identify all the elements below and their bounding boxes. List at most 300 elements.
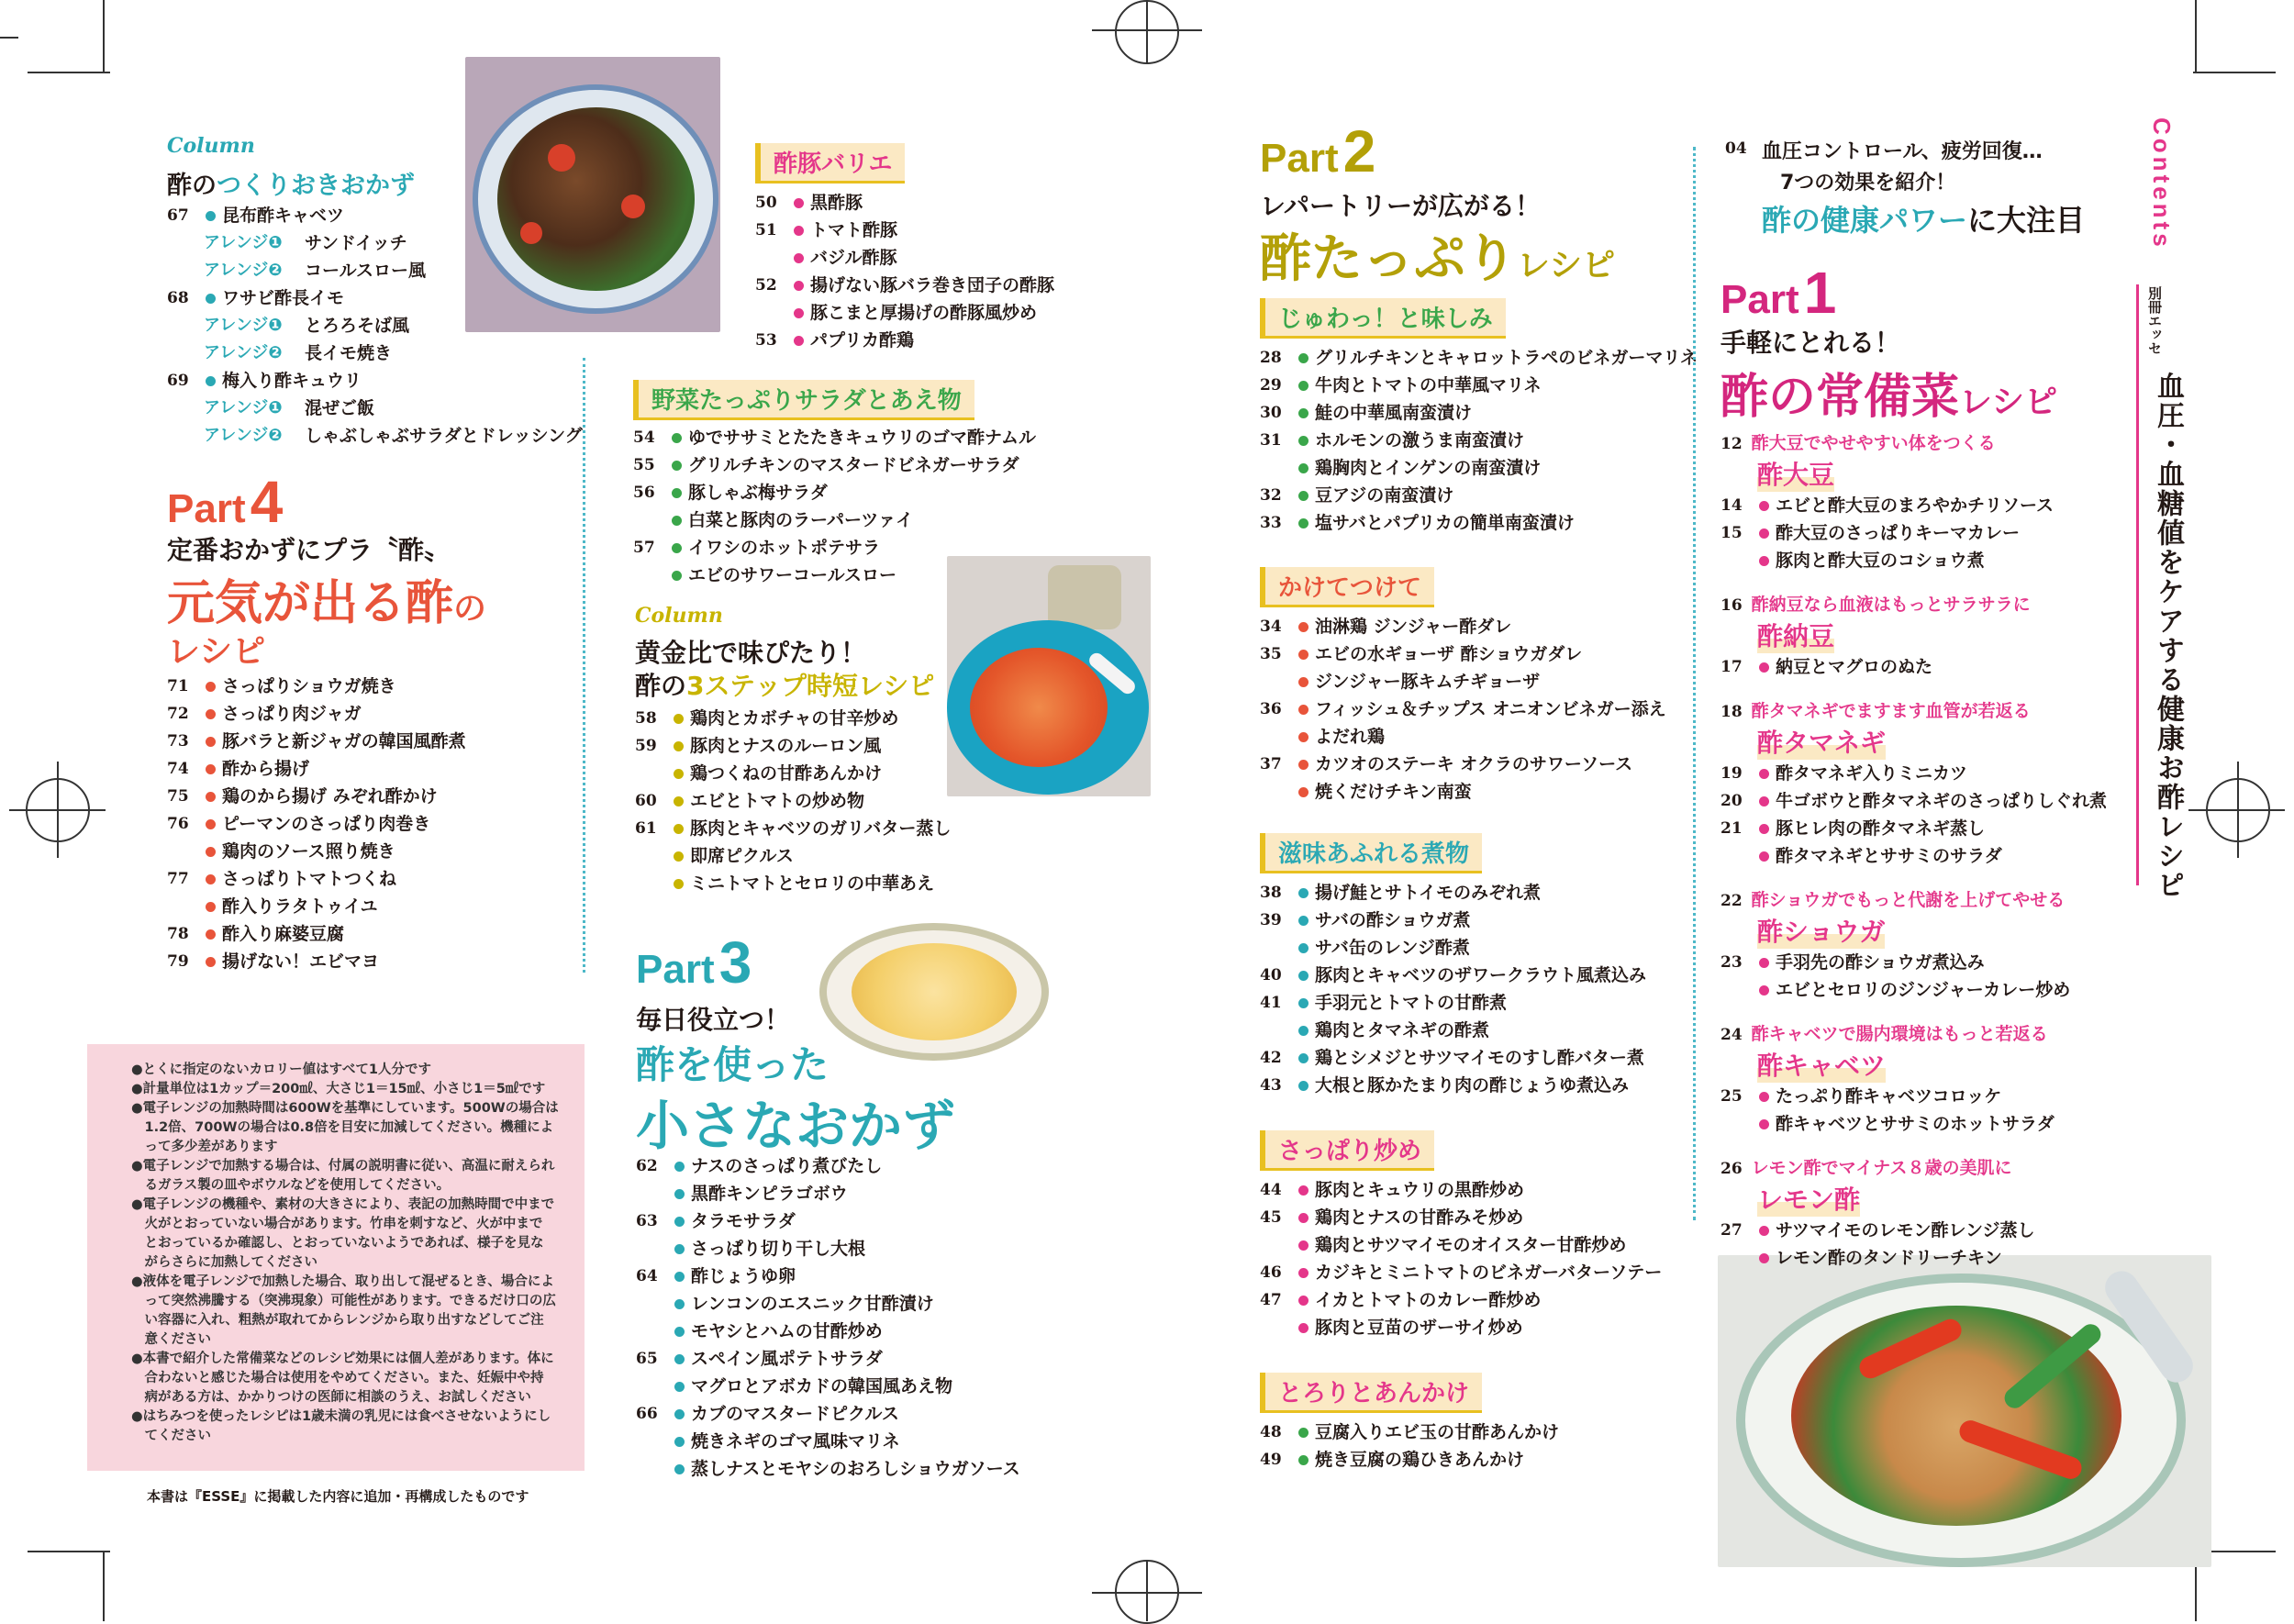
group-lead bbox=[1720, 1154, 2012, 1179]
item-text: 焼きネギのゴマ風味マリネ bbox=[691, 1431, 900, 1452]
part3-title2: 小さなおかず bbox=[636, 1095, 956, 1157]
list-item bbox=[1260, 1446, 1691, 1474]
item-text: フィッシュ＆チップス オニオンビネガー添え bbox=[1315, 699, 1666, 719]
bullet-dot bbox=[1298, 760, 1308, 770]
bullet-dot bbox=[1759, 501, 1769, 511]
list-item bbox=[636, 1455, 1113, 1483]
page-number: 20 bbox=[1720, 792, 1743, 810]
list-item bbox=[167, 395, 580, 422]
page-number: 42 bbox=[1260, 1049, 1282, 1067]
list-item bbox=[1260, 723, 1691, 751]
list-item bbox=[635, 787, 1030, 815]
list-item bbox=[1260, 1017, 1691, 1044]
bullet-dot bbox=[1759, 958, 1769, 968]
page-number: 61 bbox=[635, 819, 657, 838]
page-number: 53 bbox=[755, 331, 777, 350]
group-lead-text: 酢大豆でやせやすい体をつくる bbox=[1751, 433, 1996, 453]
group-lead bbox=[1720, 591, 2031, 616]
item-text: 鶏胸肉とインゲンの南蛮漬け bbox=[1315, 458, 1542, 478]
page-number: 59 bbox=[635, 737, 657, 755]
item-text: サバ缶のレンジ酢煮 bbox=[1315, 938, 1470, 958]
bullet-dot bbox=[674, 1437, 685, 1447]
list-item bbox=[1720, 1083, 2152, 1110]
item-text: よだれ鶏 bbox=[1315, 727, 1386, 747]
bullet-dot bbox=[1759, 1226, 1769, 1236]
list-item bbox=[1720, 1244, 2152, 1272]
credit-line: 本書は『ESSE』に掲載した内容に追加・再構成したものです bbox=[147, 1488, 529, 1505]
list-item bbox=[167, 312, 580, 339]
bullet-dot bbox=[1298, 622, 1308, 632]
item-text: 豚バラと新ジャガの韓国風酢煮 bbox=[222, 731, 466, 751]
list-item bbox=[1720, 976, 2152, 1004]
list-item bbox=[1260, 399, 1691, 427]
bullet-dot bbox=[206, 682, 216, 692]
intro-page: 04 bbox=[1725, 139, 1747, 158]
item-text: 鶏とシメジとサツマイモのすし酢バター煮 bbox=[1315, 1048, 1644, 1068]
item-text: 酢大豆のさっぱりキーマカレー bbox=[1776, 523, 2021, 543]
item-text: 酢タマネギとササミのサラダ bbox=[1776, 846, 2002, 866]
item-text: 揚げない豚バラ巻き団子の酢豚 bbox=[810, 275, 1055, 295]
note-line: ●電子レンジの機種や、素材の大きさにより、表記の加熱時間で中まで bbox=[131, 1197, 555, 1212]
juwa-heading: じゅわっ！と味しみ bbox=[1260, 298, 1506, 339]
bullet-dot bbox=[1759, 851, 1769, 862]
page-number: 18 bbox=[1720, 703, 1743, 721]
group-name: 酢大豆 bbox=[1757, 455, 1834, 492]
item-text: イカとトマトのカレー酢炒め bbox=[1315, 1290, 1542, 1310]
list-item bbox=[167, 422, 583, 450]
column-mid-label: Column bbox=[635, 604, 723, 628]
item-text: 昆布酢キャベツ bbox=[222, 206, 345, 226]
page-number: 64 bbox=[636, 1267, 658, 1285]
bullet-dot bbox=[206, 792, 216, 802]
item-text: グリルチキンのマスタードビネガーサラダ bbox=[688, 455, 1019, 475]
group-lead-text: 酢タマネギでますます血管が若返る bbox=[1751, 701, 2031, 721]
list-item bbox=[167, 838, 589, 865]
item-text: 手羽元とトマトの甘酢煮 bbox=[1315, 993, 1508, 1013]
list-item bbox=[633, 479, 1147, 506]
bullet-dot bbox=[674, 1299, 685, 1309]
item-text: エビとセロリのジンジャーカレー炒め bbox=[1776, 980, 2071, 1000]
arrange-label: アレンジ❷ bbox=[204, 343, 283, 362]
list-item bbox=[1260, 1204, 1691, 1231]
notes-box bbox=[87, 1044, 585, 1471]
bullet-dot bbox=[674, 824, 684, 834]
part2-title-a: 酢たっぷり bbox=[1260, 229, 1517, 289]
page-number: 51 bbox=[755, 221, 777, 239]
item-text: 大根と豚かたまり肉の酢じょうゆ煮込み bbox=[1315, 1075, 1630, 1096]
part1-title-b: レシピ bbox=[1959, 384, 2058, 421]
page-number: 50 bbox=[755, 194, 777, 212]
bullet-dot bbox=[794, 226, 804, 236]
intro-title-a: 酢の健康パワー bbox=[1762, 203, 1968, 238]
list-item bbox=[167, 893, 589, 920]
bullet-dot bbox=[1298, 971, 1308, 981]
list-item bbox=[1260, 778, 1691, 806]
item-text: さっぱり肉ジャガ bbox=[222, 704, 362, 724]
list-item bbox=[167, 257, 580, 284]
item-text: 鶏肉とナスの甘酢みそ炒め bbox=[1315, 1207, 1524, 1228]
list-item bbox=[167, 920, 589, 948]
list-item bbox=[635, 732, 1030, 760]
bullet-dot bbox=[1298, 1323, 1308, 1333]
item-text: バジル酢豚 bbox=[810, 248, 897, 268]
bullet-dot bbox=[1298, 353, 1308, 363]
jimi-heading: 滋味あふれる煮物 bbox=[1260, 833, 1482, 873]
page-number: 22 bbox=[1720, 892, 1743, 910]
part2-heading bbox=[1260, 117, 1375, 185]
list-item bbox=[1260, 509, 1691, 537]
page-number: 15 bbox=[1720, 524, 1743, 542]
intro-line2: 7つの効果を紹介！ bbox=[1780, 172, 1956, 195]
side-bessatsu: 別冊エッセ bbox=[2146, 286, 2163, 355]
photo-stir-fry-plate bbox=[1718, 1255, 2211, 1567]
bullet-dot bbox=[672, 543, 682, 553]
page-number: 72 bbox=[167, 705, 189, 723]
item-text: モヤシとハムの甘酢炒め bbox=[691, 1321, 883, 1341]
note-line: 火がとおっていない場合があります。竹串を刺すなど、火が中まで bbox=[131, 1217, 543, 1231]
list-item bbox=[1260, 1044, 1691, 1072]
bullet-dot bbox=[1298, 518, 1308, 528]
page-number: 30 bbox=[1260, 404, 1282, 422]
page-number: 29 bbox=[1260, 376, 1282, 395]
item-text: コールスロー風 bbox=[305, 261, 427, 281]
page-number: 38 bbox=[1260, 884, 1282, 902]
list-item bbox=[1720, 760, 2152, 787]
list-item bbox=[167, 339, 580, 367]
bullet-dot bbox=[674, 741, 684, 751]
column-title-b: つくりおきおかず bbox=[217, 172, 415, 200]
item-text: 蒸しナスとモヤシのおろしショウガソース bbox=[691, 1459, 1020, 1479]
part4-subtitle: 定番おかずにプラ〝酢〟 bbox=[167, 535, 451, 565]
list-item bbox=[167, 202, 580, 229]
page-number: 47 bbox=[1260, 1291, 1282, 1309]
item-text: 豚ヒレ肉の酢タマネギ蒸し bbox=[1776, 818, 1986, 839]
item-text: 酢入り麻婆豆腐 bbox=[222, 924, 345, 944]
yasai-list bbox=[633, 424, 1147, 589]
part4-word: Part bbox=[167, 486, 246, 531]
list-item bbox=[167, 948, 589, 975]
item-text: スペイン風ポテトサラダ bbox=[691, 1349, 883, 1369]
bullet-dot bbox=[206, 957, 216, 967]
item-text: 手羽先の酢ショウガ煮込み bbox=[1776, 952, 1985, 973]
list-item bbox=[1720, 519, 2152, 547]
note-line: ●電子レンジで加熱する場合は、付属の説明書に従い、高温に耐えられ bbox=[131, 1159, 555, 1174]
bullet-dot bbox=[1298, 436, 1308, 446]
item-text: さっぱりトマトつくね bbox=[222, 869, 397, 889]
part1-title-a: 酢の常備菜 bbox=[1720, 370, 1960, 425]
list-item bbox=[1260, 1231, 1691, 1259]
group-list bbox=[1720, 1083, 2152, 1138]
item-text: 豚こまと厚揚げの酢豚風炒め bbox=[810, 303, 1038, 323]
bullet-dot bbox=[206, 211, 216, 221]
list-item bbox=[167, 367, 580, 395]
item-text: 酢から揚げ bbox=[222, 759, 310, 779]
note-line: ●計量単位は1カップ＝200㎖、大さじ1＝15㎖、小さじ1＝5㎖です bbox=[131, 1082, 546, 1096]
item-text: 即席ピクルス bbox=[690, 846, 794, 866]
item-text: ワサビ酢長イモ bbox=[222, 288, 345, 308]
page-number: 74 bbox=[167, 760, 189, 778]
page-number: 67 bbox=[167, 206, 189, 225]
item-text: 酢じょうゆ卵 bbox=[691, 1266, 796, 1286]
part3-title1: 酢を使った bbox=[636, 1042, 830, 1087]
list-item bbox=[1260, 695, 1691, 723]
list-item bbox=[635, 870, 1030, 897]
item-text: エビのサワーコールスロー bbox=[688, 565, 897, 585]
item-text: ナスのさっぱり煮びたし bbox=[691, 1156, 883, 1176]
page-number: 32 bbox=[1260, 486, 1282, 505]
item-text: 酢入りラタトゥイユ bbox=[222, 896, 378, 917]
note-line: るガラス製の皿やボウルなどを使用してください。 bbox=[131, 1178, 451, 1193]
list-item bbox=[755, 299, 1141, 327]
page-number: 58 bbox=[635, 709, 657, 728]
list-item bbox=[1720, 547, 2152, 574]
item-text: ホルモンの激うま南蛮漬け bbox=[1315, 430, 1525, 450]
arrange-label: アレンジ❶ bbox=[204, 316, 283, 335]
item-text: たっぷり酢キャベツコロッケ bbox=[1776, 1086, 2002, 1107]
part2-title-b: レシピ bbox=[1517, 247, 1616, 284]
list-item bbox=[1260, 934, 1691, 962]
bullet-dot bbox=[1759, 1253, 1769, 1263]
list-item bbox=[167, 284, 580, 312]
note-line: って多少差があります bbox=[131, 1140, 278, 1154]
item-text: ミニトマトとセロリの中華あえ bbox=[690, 873, 935, 894]
page-number: 63 bbox=[636, 1212, 658, 1230]
list-item bbox=[636, 1373, 1113, 1400]
page-number: 54 bbox=[633, 428, 655, 447]
bullet-dot bbox=[674, 1162, 685, 1172]
list-item bbox=[1260, 668, 1691, 695]
page-number: 24 bbox=[1720, 1026, 1743, 1044]
part4-title-a: 元気が出る酢 bbox=[167, 576, 454, 631]
column-mid-title2-b: 3ステップ時短レシピ bbox=[686, 671, 935, 701]
part1-number: 1 bbox=[1803, 260, 1837, 326]
bullet-dot bbox=[674, 1382, 685, 1392]
list-item bbox=[636, 1318, 1113, 1345]
item-text: 鶏肉のソース照り焼き bbox=[222, 841, 395, 862]
bullet-dot bbox=[206, 764, 216, 774]
group-list bbox=[1720, 949, 2152, 1004]
bullet-dot bbox=[1759, 824, 1769, 834]
item-text: サツマイモのレモン酢レンジ蒸し bbox=[1776, 1220, 2035, 1240]
page-number: 43 bbox=[1260, 1076, 1282, 1095]
bullet-dot bbox=[206, 874, 216, 884]
page-number: 79 bbox=[167, 952, 189, 971]
page-number: 57 bbox=[633, 539, 655, 557]
bullet-dot bbox=[1298, 677, 1308, 687]
item-text: しゃぶしゃぶサラダとドレッシング bbox=[305, 426, 583, 446]
part2-number: 2 bbox=[1342, 118, 1376, 184]
arrange-label: アレンジ❶ bbox=[204, 233, 283, 252]
list-item bbox=[1260, 640, 1691, 668]
bullet-dot bbox=[794, 336, 804, 346]
item-text: 黒酢キンピラゴボウ bbox=[691, 1184, 848, 1204]
item-text: 鶏つくねの甘酢あんかけ bbox=[690, 763, 883, 784]
list-item bbox=[1260, 1072, 1691, 1099]
page-number: 37 bbox=[1260, 755, 1282, 773]
bullet-dot bbox=[1298, 491, 1308, 501]
item-text: 鶏肉とサツマイモのオイスター甘酢炒め bbox=[1315, 1235, 1627, 1255]
list-item bbox=[755, 272, 1141, 299]
page-number: 44 bbox=[1260, 1181, 1282, 1199]
group-list bbox=[1720, 1217, 2152, 1272]
bullet-dot bbox=[206, 819, 216, 829]
group-lead bbox=[1720, 429, 1996, 454]
page-number: 45 bbox=[1260, 1208, 1282, 1227]
bullet-dot bbox=[1298, 381, 1308, 391]
page-number: 77 bbox=[167, 870, 189, 888]
item-text: 揚げない！エビマヨ bbox=[222, 951, 380, 972]
divider-right bbox=[1693, 147, 1696, 1220]
item-text: 混ぜご飯 bbox=[305, 398, 375, 418]
list-item bbox=[633, 506, 1147, 534]
bullet-dot bbox=[674, 796, 684, 806]
bullet-dot bbox=[1759, 1119, 1769, 1129]
part4-title-c: レシピ bbox=[167, 633, 266, 671]
page-number: 31 bbox=[1260, 431, 1282, 450]
list-item bbox=[1260, 372, 1691, 399]
list-item bbox=[167, 810, 589, 838]
bullet-dot bbox=[206, 294, 216, 304]
item-text: とろろそば風 bbox=[305, 316, 410, 336]
part3-word: Part bbox=[636, 947, 715, 992]
list-item bbox=[633, 424, 1147, 451]
page-number: 28 bbox=[1260, 349, 1282, 367]
bullet-dot bbox=[674, 769, 684, 779]
bullet-dot bbox=[674, 1217, 685, 1227]
list-item bbox=[636, 1345, 1113, 1373]
list-item bbox=[636, 1180, 1113, 1207]
list-item bbox=[755, 327, 1141, 354]
item-text: カジキとミニトマトのビネガーバターソテー bbox=[1315, 1262, 1663, 1283]
bullet-dot bbox=[206, 929, 216, 940]
item-text: 豚肉とキャベツのガリバター蒸し bbox=[690, 818, 952, 839]
bullet-dot bbox=[794, 198, 804, 208]
list-item bbox=[636, 1207, 1113, 1235]
list-item bbox=[1260, 454, 1691, 482]
item-text: グリルチキンとキャロットラペのビネガーマリネ bbox=[1315, 348, 1698, 368]
torori-heading: とろりとあんかけ bbox=[1260, 1373, 1482, 1413]
list-item bbox=[1260, 344, 1698, 372]
bullet-dot bbox=[794, 253, 804, 263]
note-line: ●とくに指定のないカロリー値はすべて1人分です bbox=[131, 1062, 431, 1077]
item-text: 豚肉と酢大豆のコショウ煮 bbox=[1776, 551, 1985, 571]
list-item bbox=[167, 755, 589, 783]
column-mid-title1: 黄金比で味ぴたり！ bbox=[635, 638, 867, 668]
sappari-heading: さっぱり炒め bbox=[1260, 1130, 1434, 1171]
item-text: カツオのステーキ オクラのサワーソース bbox=[1315, 754, 1633, 774]
bullet-dot bbox=[674, 1189, 685, 1199]
page-number: 26 bbox=[1720, 1160, 1743, 1178]
note-line: がらさらに加熱してください bbox=[131, 1255, 317, 1270]
list-item bbox=[1260, 613, 1691, 640]
divider-left bbox=[583, 358, 585, 973]
list-item bbox=[1260, 907, 1691, 934]
part4-heading bbox=[167, 468, 283, 536]
side-title-bar bbox=[2136, 284, 2139, 885]
bullet-dot bbox=[1759, 528, 1769, 539]
item-text: ジンジャー豚キムチギョーザ bbox=[1315, 672, 1541, 692]
page-number: 27 bbox=[1720, 1221, 1743, 1240]
bullet-dot bbox=[674, 1327, 685, 1337]
sappari-list bbox=[1260, 1176, 1691, 1341]
group-name: 酢タマネギ bbox=[1757, 723, 1886, 760]
kakete-list bbox=[1260, 613, 1691, 806]
page-number: 73 bbox=[167, 732, 189, 751]
item-text: 酢キャベツとササミのホットサラダ bbox=[1776, 1114, 2055, 1134]
bullet-dot bbox=[674, 1244, 685, 1254]
list-item bbox=[1720, 1217, 2152, 1244]
column-title-a: 酢の bbox=[167, 172, 217, 200]
bullet-dot bbox=[206, 709, 216, 719]
item-text: ピーマンのさっぱり肉巻き bbox=[222, 814, 431, 834]
page-number: 65 bbox=[636, 1350, 658, 1368]
item-text: さっぱりショウガ焼き bbox=[222, 676, 396, 696]
group-lead-text: レモン酢でマイナス８歳の美肌に bbox=[1751, 1158, 2012, 1178]
column-mid-title2-a: 酢の bbox=[635, 671, 687, 701]
list-item bbox=[1260, 1176, 1691, 1204]
bullet-dot bbox=[674, 1272, 685, 1282]
list-item bbox=[636, 1400, 1113, 1428]
item-text: 豚肉と豆苗のザーサイ炒め bbox=[1315, 1318, 1523, 1338]
page-number: 78 bbox=[167, 925, 189, 943]
bullet-dot bbox=[674, 851, 684, 862]
bullet-dot bbox=[1298, 888, 1308, 898]
part2-title bbox=[1260, 218, 1615, 292]
part3-heading bbox=[636, 929, 752, 996]
item-text: レンコンのエスニック甘酢漬け bbox=[691, 1294, 934, 1314]
kakete-heading: かけてつけて bbox=[1260, 567, 1434, 607]
page-number: 56 bbox=[633, 484, 655, 502]
page-number: 69 bbox=[167, 372, 189, 390]
bullet-dot bbox=[1298, 1081, 1308, 1091]
arrange-label: アレンジ❶ bbox=[204, 398, 283, 417]
group-name: 酢ショウガ bbox=[1757, 912, 1885, 949]
part3-number: 3 bbox=[718, 929, 752, 996]
bullet-dot bbox=[1759, 556, 1769, 566]
page-number: 62 bbox=[636, 1157, 658, 1175]
page-number: 60 bbox=[635, 792, 657, 810]
item-text: 梅入り酢キュウリ bbox=[222, 371, 362, 391]
list-item bbox=[1260, 427, 1691, 454]
item-text: 塩サバとパプリカの簡単南蛮漬け bbox=[1315, 513, 1575, 533]
bullet-dot bbox=[672, 433, 682, 443]
page-number: 49 bbox=[1260, 1451, 1282, 1469]
list-item bbox=[1260, 1286, 1691, 1314]
group-lead-text: 酢納豆なら血液はもっとサラサラに bbox=[1751, 595, 2031, 615]
bullet-dot bbox=[672, 571, 682, 581]
list-item bbox=[635, 842, 1030, 870]
bullet-dot bbox=[1298, 787, 1308, 797]
item-text: さっぱり切り干し大根 bbox=[691, 1239, 866, 1259]
bullet-dot bbox=[674, 879, 684, 889]
page-number: 68 bbox=[167, 289, 189, 307]
item-text: 焼くだけチキン南蛮 bbox=[1315, 782, 1472, 802]
item-text: カブのマスタードピクルス bbox=[691, 1404, 899, 1424]
page-number: 46 bbox=[1260, 1263, 1282, 1282]
page-number: 52 bbox=[755, 276, 777, 295]
group-lead bbox=[1720, 1020, 2048, 1045]
bullet-dot bbox=[1298, 916, 1308, 926]
bullet-dot bbox=[1298, 1026, 1308, 1036]
list-item bbox=[636, 1152, 1113, 1180]
side-title: 血圧・血糖値をケアする健康お酢レシピ bbox=[2152, 372, 2184, 900]
bullet-dot bbox=[1298, 1240, 1308, 1251]
bullet-dot bbox=[206, 902, 216, 912]
bullet-dot bbox=[1298, 650, 1308, 660]
page-number: 71 bbox=[167, 677, 189, 695]
column-mid-title2 bbox=[635, 666, 934, 703]
group-lead-text: 酢ショウガでもっと代謝を上げてやせる bbox=[1751, 890, 2066, 910]
